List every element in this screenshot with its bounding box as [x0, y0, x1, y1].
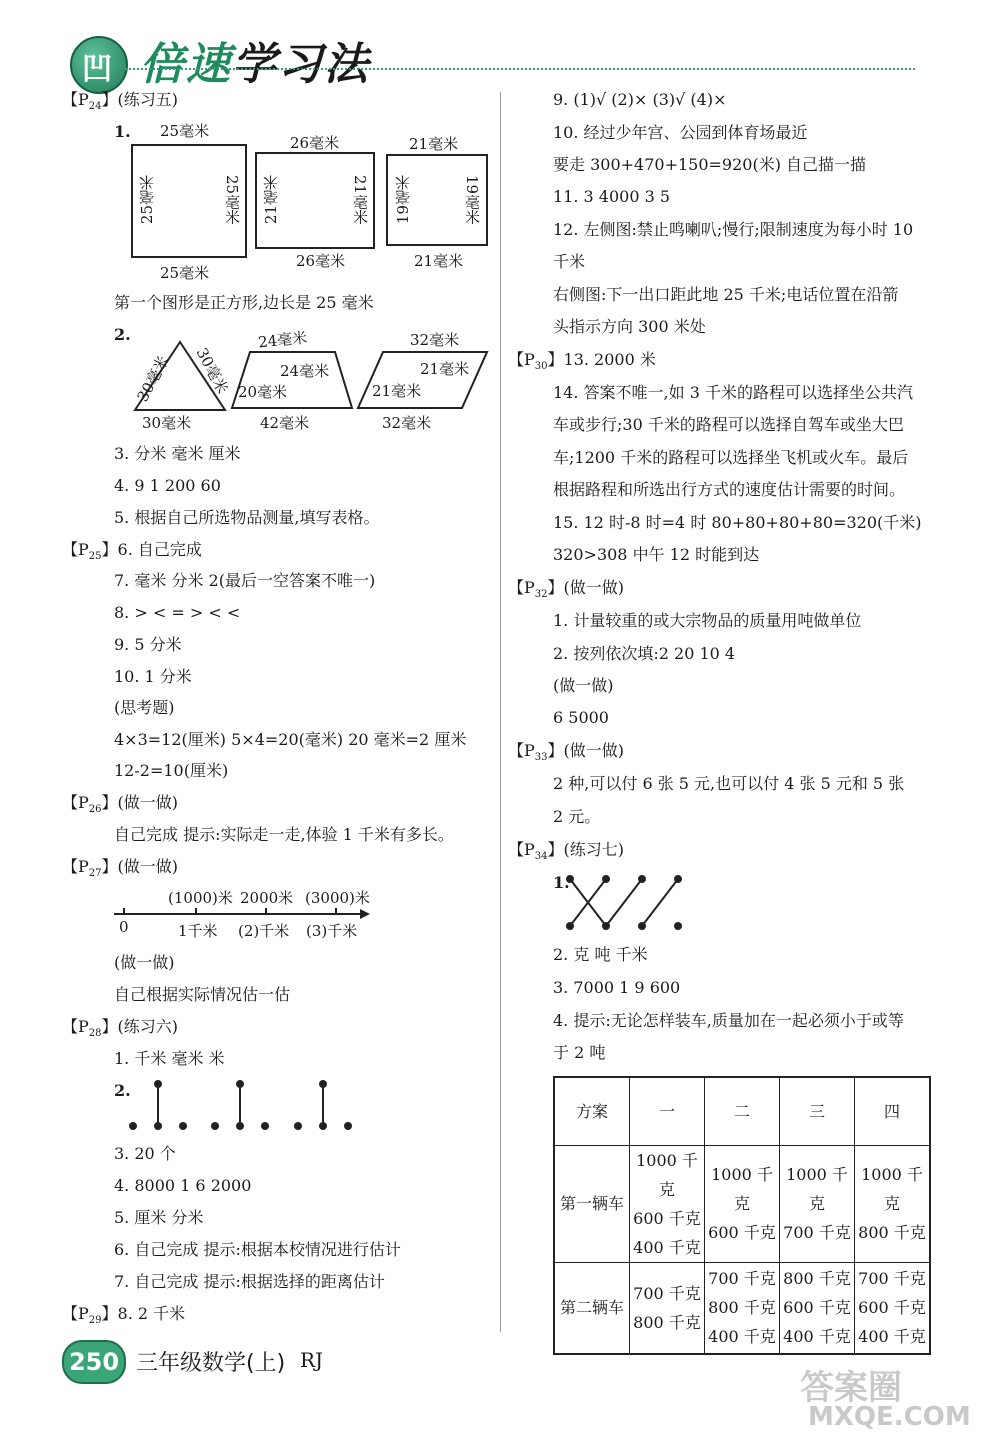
table-cell: 1000 千克 700 千克	[780, 1145, 855, 1262]
section-p27: 【$P_{27}$】(做一做)	[62, 857, 179, 880]
question-8: 8. > < = > < <	[114, 603, 241, 622]
doit-heading-right: (做一做)	[553, 676, 614, 695]
table-header-cell: 一	[630, 1077, 705, 1145]
answer-15b: 320>308 中午 12 时能到达	[553, 545, 760, 564]
numberline-top-1: (1000)米	[168, 889, 233, 907]
logo-icon: 凹	[70, 36, 128, 94]
triangle-left-label: 30毫米	[133, 352, 173, 405]
row-label: 第二辆车	[554, 1262, 630, 1354]
table-row	[554, 1145, 930, 1262]
section-p34: 【$P_{34}$】(练习七)	[508, 840, 625, 863]
section-p24: 【$P_{24}$】(练习五)	[62, 90, 179, 113]
triangle-bottom-label: 30毫米	[142, 414, 192, 432]
parallelogram-bottom-label: 32毫米	[382, 414, 432, 432]
answer-d2: 2. 克 吨 千米	[553, 945, 648, 964]
answer-15: 15. 12 时-8 时=4 时 80+80+80+80=320(千米)	[553, 513, 922, 532]
number-line-arrow-icon	[360, 909, 370, 919]
table-cell: 1000 千克 800 千克	[855, 1145, 931, 1262]
section-p25: 【$P_{25}$】6. 自己完成	[62, 540, 202, 563]
question-10: 10. 1 分米	[114, 667, 192, 686]
square-top-label: 25毫米	[160, 122, 210, 140]
question-3: 3. 分米 毫米 厘米	[114, 444, 241, 463]
question-7: 7. 毫米 分米 2(最后一空答案不唯一)	[114, 571, 376, 590]
rect1-bottom-label: 26毫米	[296, 252, 346, 270]
answer-b1: 1. 计量较重的或大宗物品的质量用吨做单位	[553, 611, 862, 630]
section-p33: 【$P_{33}$】(做一做)	[508, 741, 625, 764]
rect2-top-label: 21毫米	[409, 135, 459, 153]
answer-d4: 4. 提示:无论怎样装车,质量加在一起必须小于或等	[553, 1011, 904, 1030]
section-p32: 【$P_{32}$】(做一做)	[508, 578, 625, 601]
answer-12b: 千米	[553, 252, 586, 271]
numberline-top-3: (3000)米	[305, 889, 370, 907]
doit-answer: 自己根据实际情况估一估	[114, 985, 291, 1004]
square-right-label: 25毫米	[223, 175, 241, 225]
answer-c1: 2 种,可以付 6 张 5 元,也可以付 4 张 5 元和 5 张	[553, 774, 905, 793]
exercise6-3: 3. 20 个	[114, 1144, 176, 1163]
trapezoid-mid-label: 24毫米	[280, 362, 330, 380]
table-cell: 1000 千克 600 千克 400 千克	[630, 1145, 705, 1262]
answer-12c: 右侧图:下一出口距此地 25 千米;电话位置在沿箭	[553, 285, 899, 304]
matching-lines	[567, 876, 681, 929]
square-left-label: 25毫米	[138, 175, 156, 225]
rect2-bottom-label: 21毫米	[414, 252, 464, 270]
section-p29: 【$P_{29}$】8. 2 千米	[62, 1304, 186, 1327]
triangle-right-label: 30毫米	[192, 344, 232, 397]
trapezoid-left-label: 20毫米	[238, 383, 288, 401]
numberline-bottom-1: 1千米	[178, 922, 218, 940]
answer-b2: 2. 按列依次填:2 20 10 4	[553, 644, 736, 663]
exercise6-4: 4. 8000 1 6 2000	[114, 1176, 252, 1195]
section-p28: 【$P_{28}$】(练习六)	[62, 1017, 179, 1040]
table-cell: 800 千克 600 千克 400 千克	[780, 1262, 855, 1354]
trapezoid-bottom-label: 42毫米	[260, 414, 310, 432]
answer-10: 10. 经过少年宫、公园到体育场最近	[553, 123, 808, 142]
answer-14d: 根据路程和所选出行方式的速度估计需要的时间。	[553, 480, 906, 499]
rect1-left-label: 21毫米	[262, 175, 280, 225]
numberline-top-2: 2000米	[240, 889, 294, 907]
table-cell: 700 千克 800 千克	[630, 1262, 705, 1354]
brand-title: 倍速学习法	[140, 39, 370, 90]
parallelogram-left-label: 21毫米	[372, 382, 422, 400]
table-header-cell: 四	[855, 1077, 931, 1145]
exercise6-1: 1. 千米 毫米 米	[114, 1049, 225, 1068]
think-line-2: 12-2=10(厘米)	[114, 761, 229, 780]
answer-9: 9. (1)√ (2)× (3)√ (4)×	[553, 90, 727, 109]
answer-d4b: 于 2 吨	[553, 1043, 606, 1062]
numberline-bottom-0: 0	[119, 918, 129, 936]
table-row	[554, 1262, 930, 1354]
answer-12d: 头指示方向 300 米处	[553, 317, 706, 336]
trapezoid-top-label: 24毫米	[257, 328, 308, 352]
question-9: 9. 5 分米	[114, 635, 182, 654]
section-p26: 【$P_{26}$】(做一做)	[62, 793, 179, 816]
rect2-left-label: 19毫米	[394, 175, 412, 225]
answer-14: 14. 答案不唯一,如 3 千米的路程可以选择坐公共汽	[553, 383, 913, 402]
numberline-bottom-2: (2)千米	[238, 922, 290, 940]
answer-11: 11. 3 4000 3 5	[553, 187, 671, 206]
question-1-note: 第一个图形是正方形,边长是 25 毫米	[114, 293, 374, 312]
answer-14b: 车或步行;30 千米的路程可以选择自驾车或坐大巴	[553, 415, 904, 434]
row-label: 第一辆车	[554, 1145, 630, 1262]
parallelogram-top-label: 32毫米	[410, 331, 460, 349]
watermark-logo: 答案圈	[800, 1368, 902, 1408]
question-2-label: 2.	[114, 325, 131, 344]
answer-d3: 3. 7000 1 9 600	[553, 978, 681, 997]
question-4: 4. 9 1 200 60	[114, 476, 221, 495]
answer-b3: 6 5000	[553, 708, 609, 727]
section-p30: 【$P_{30}$】13. 2000 米	[508, 350, 656, 373]
rect2-right-label: 19毫米	[463, 175, 481, 225]
exercise6-5: 5. 厘米 分米	[114, 1208, 204, 1227]
parallelogram-right-label: 21毫米	[420, 360, 470, 378]
loading-plan-table	[553, 1076, 931, 1355]
answer-12: 12. 左侧图:禁止鸣喇叭;慢行;限制速度为每小时 10	[553, 220, 914, 239]
watermark-url: MXQE.COM	[808, 1402, 971, 1432]
think-heading: (思考题)	[114, 698, 175, 717]
table-header-cell: 方案	[554, 1077, 630, 1145]
dot-line-figures	[130, 1081, 351, 1129]
answer-10b: 要走 300+470+150=920(米) 自己描一描	[553, 155, 867, 174]
table-cell: 700 千克 600 千克 400 千克	[855, 1262, 931, 1354]
numberline-bottom-3: (3)千米	[306, 922, 358, 940]
square-bottom-label: 25毫米	[160, 264, 210, 282]
p26-answer: 自己完成 提示:实际走一走,体验 1 千米有多长。	[114, 825, 454, 844]
question-1-label: 1.	[114, 122, 131, 141]
answer-c2: 2 元。	[553, 807, 601, 826]
table-cell: 1000 千克 600 千克	[705, 1145, 780, 1262]
exercise6-6: 6. 自己完成 提示:根据本校情况进行估计	[114, 1240, 401, 1259]
table-header-cell: 三	[780, 1077, 855, 1145]
doit-heading: (做一做)	[114, 953, 175, 972]
table-cell: 700 千克 800 千克 400 千克	[705, 1262, 780, 1354]
answer-14c: 车;1200 千米的路程可以选择坐飞机或火车。最后	[553, 448, 909, 467]
question-5: 5. 根据自己所选物品测量,填写表格。	[114, 508, 380, 527]
exercise6-2-label: 2.	[114, 1081, 131, 1100]
book-title: 三年级数学(上)	[136, 1351, 286, 1376]
rect1-right-label: 21毫米	[351, 175, 369, 225]
page-number-badge: 250	[62, 1340, 126, 1384]
rect1-top-label: 26毫米	[290, 134, 340, 152]
table-header-cell: 二	[705, 1077, 780, 1145]
think-line-1: 4×3=12(厘米) 5×4=20(毫米) 20 毫米=2 厘米	[114, 730, 467, 749]
exercise6-7: 7. 自己完成 提示:根据选择的距离估计	[114, 1272, 385, 1291]
exercise7-1-label: 1.	[553, 873, 570, 892]
edition-label: RJ	[300, 1348, 324, 1372]
